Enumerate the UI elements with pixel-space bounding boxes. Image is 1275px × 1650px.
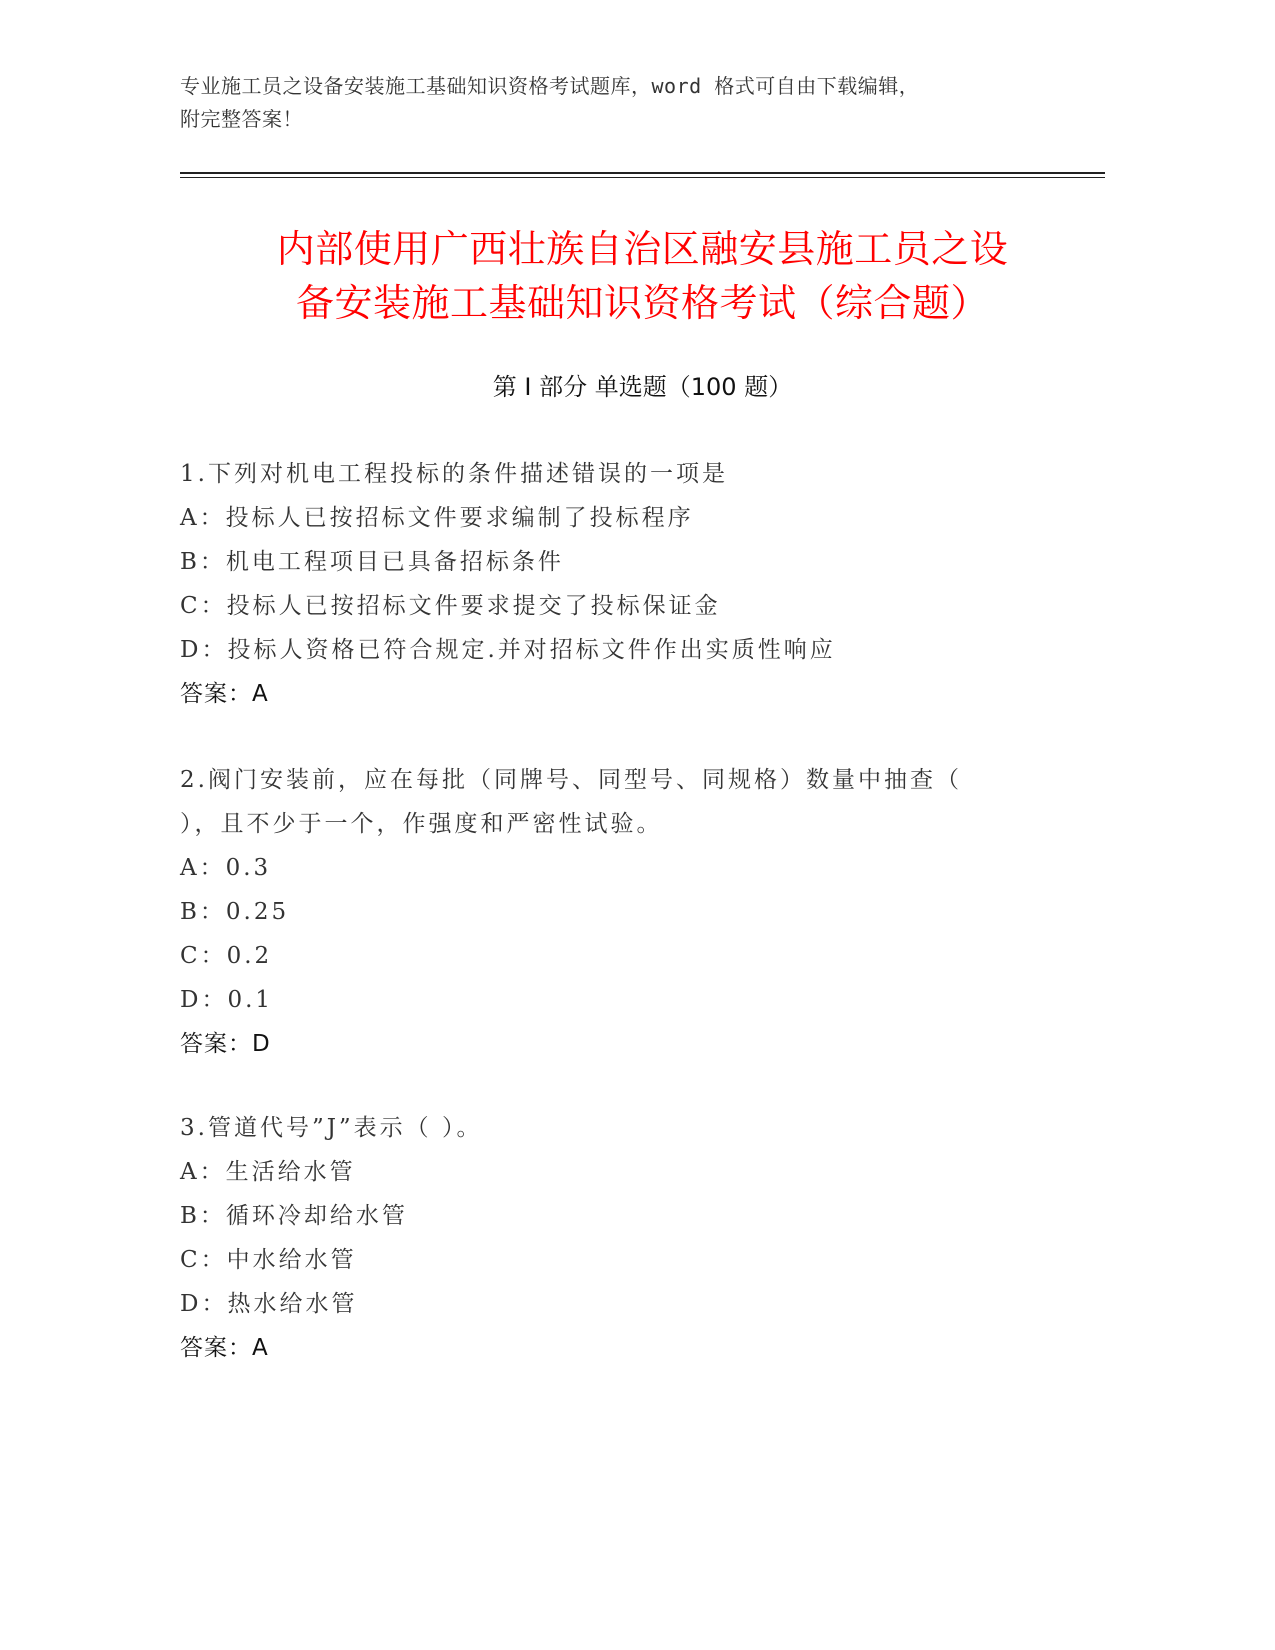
option-b: B：循环冷却给水管 <box>180 1203 408 1229</box>
option-c: C：投标人已按招标文件要求提交了投标保证金 <box>180 593 721 619</box>
answer: 答案：A <box>180 681 269 707</box>
question-stem-line: ），且不少于一个，作强度和严密性试验。 <box>180 811 663 837</box>
option-d: D：0.1 <box>180 987 274 1013</box>
question-stem <box>180 452 1040 496</box>
question-stem-line: 2.阀门安装前，应在每批（同牌号、同型号、同规格）数量中抽查（ <box>180 767 962 793</box>
question-stem <box>180 758 1040 846</box>
section-heading: 第 I 部分 单选题（100 题） <box>492 373 793 401</box>
question-1 <box>180 452 1040 716</box>
title-line1: 内部使用广西壮族自治区融安县施工员之设 <box>276 227 1009 271</box>
header-note-line2: 附完整答案！ <box>180 107 303 131</box>
option-c: C：0.2 <box>180 943 273 969</box>
document-title <box>180 222 1105 330</box>
header-note-line1: 专业施工员之设备安装施工基础知识资格考试题库，word 格式可自由下载编辑， <box>180 74 920 98</box>
answer: 答案：A <box>180 1335 269 1361</box>
header-divider-top <box>180 172 1105 174</box>
header-divider-bottom <box>180 177 1105 178</box>
question-2 <box>180 758 1040 1066</box>
option-a: A：0.3 <box>180 855 272 881</box>
option-a: A：生活给水管 <box>180 1159 356 1185</box>
question-stem-line: 1.下列对机电工程投标的条件描述错误的一项是 <box>180 461 728 487</box>
header-note <box>180 70 1060 136</box>
option-d: D：投标人资格已符合规定.并对招标文件作出实质性响应 <box>180 637 836 663</box>
option-d: D：热水给水管 <box>180 1291 358 1317</box>
title-line2: 备安装施工基础知识资格考试（综合题） <box>295 281 989 325</box>
option-c: C：中水给水管 <box>180 1247 357 1273</box>
option-b: B：0.25 <box>180 899 290 925</box>
question-3 <box>180 1106 1040 1370</box>
option-b: B：机电工程项目已具备招标条件 <box>180 549 564 575</box>
answer: 答案：D <box>180 1031 271 1057</box>
question-stem-line: 3.管道代号”J”表示（ ）。 <box>180 1115 483 1141</box>
question-stem <box>180 1106 1040 1150</box>
option-a: A：投标人已按招标文件要求编制了投标程序 <box>180 505 694 531</box>
